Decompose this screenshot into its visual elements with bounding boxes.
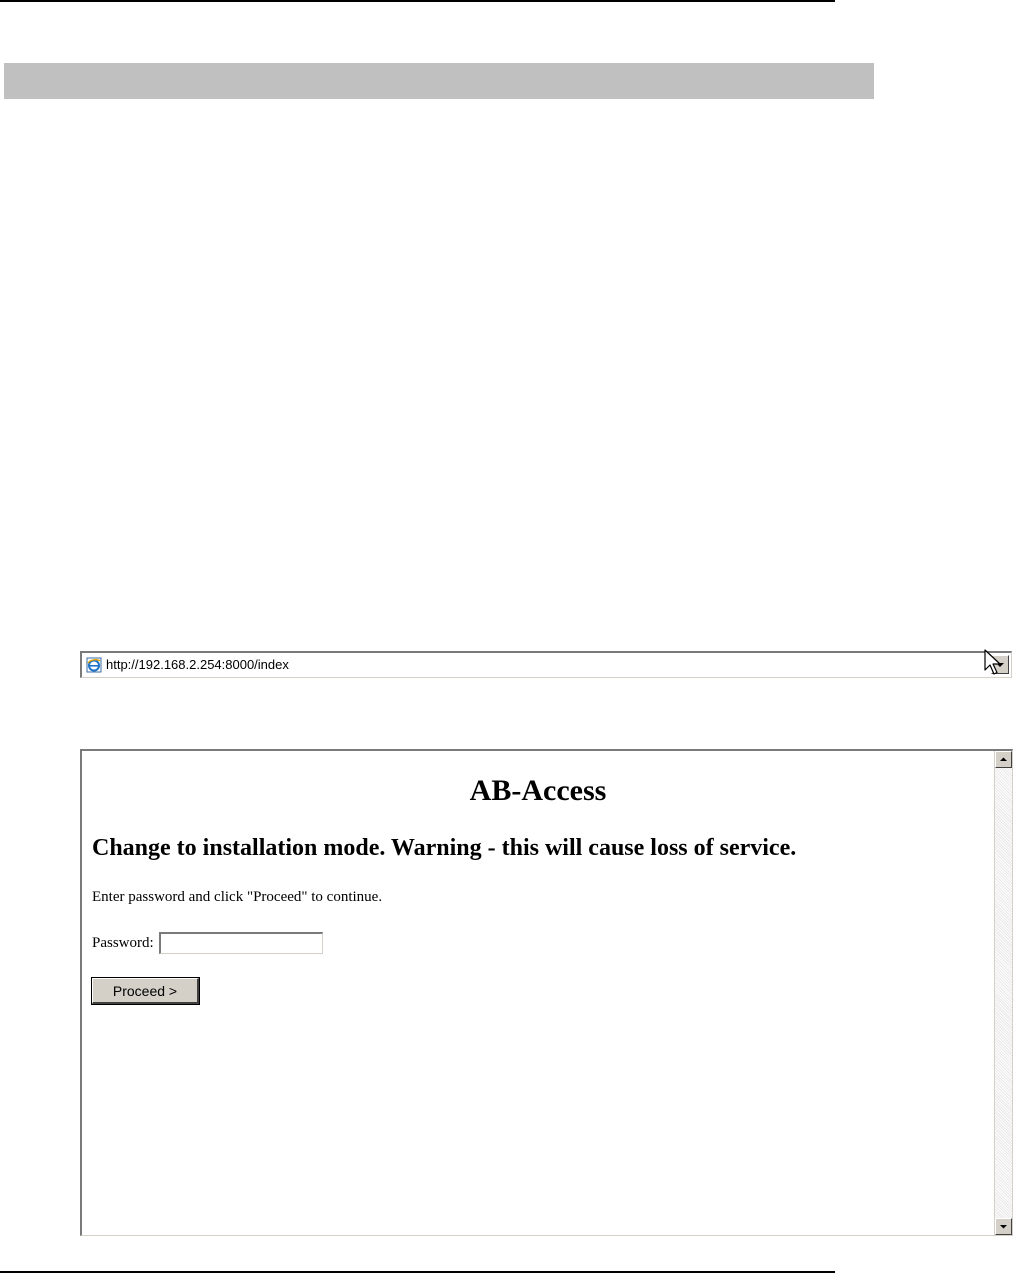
ie-page-icon bbox=[86, 657, 102, 673]
address-bar[interactable] bbox=[80, 651, 1012, 678]
password-row bbox=[92, 931, 323, 954]
mouse-pointer-icon bbox=[983, 649, 1003, 677]
instructions-text: Enter password and click "Proceed" to continue. bbox=[92, 889, 383, 905]
password-label: Password: bbox=[92, 934, 154, 951]
browser-content-frame bbox=[80, 749, 1013, 1236]
vertical-scrollbar[interactable] bbox=[994, 751, 1012, 1235]
arrow-up-icon bbox=[1000, 758, 1007, 762]
scroll-up-button[interactable] bbox=[995, 751, 1012, 768]
bottom-rule bbox=[0, 1271, 835, 1273]
scroll-down-button[interactable] bbox=[995, 1218, 1012, 1235]
address-url[interactable]: http://192.168.2.254:8000/index bbox=[106, 657, 289, 672]
header-band bbox=[4, 63, 874, 99]
arrow-down-icon bbox=[1000, 1225, 1007, 1229]
warning-heading: Change to installation mode. Warning - this will cause loss of service. bbox=[92, 835, 797, 861]
password-input[interactable] bbox=[159, 932, 323, 954]
proceed-button[interactable]: Proceed > bbox=[92, 978, 199, 1004]
page-title: AB-Access bbox=[469, 774, 607, 807]
top-rule bbox=[0, 0, 835, 2]
page-content bbox=[82, 751, 994, 1235]
